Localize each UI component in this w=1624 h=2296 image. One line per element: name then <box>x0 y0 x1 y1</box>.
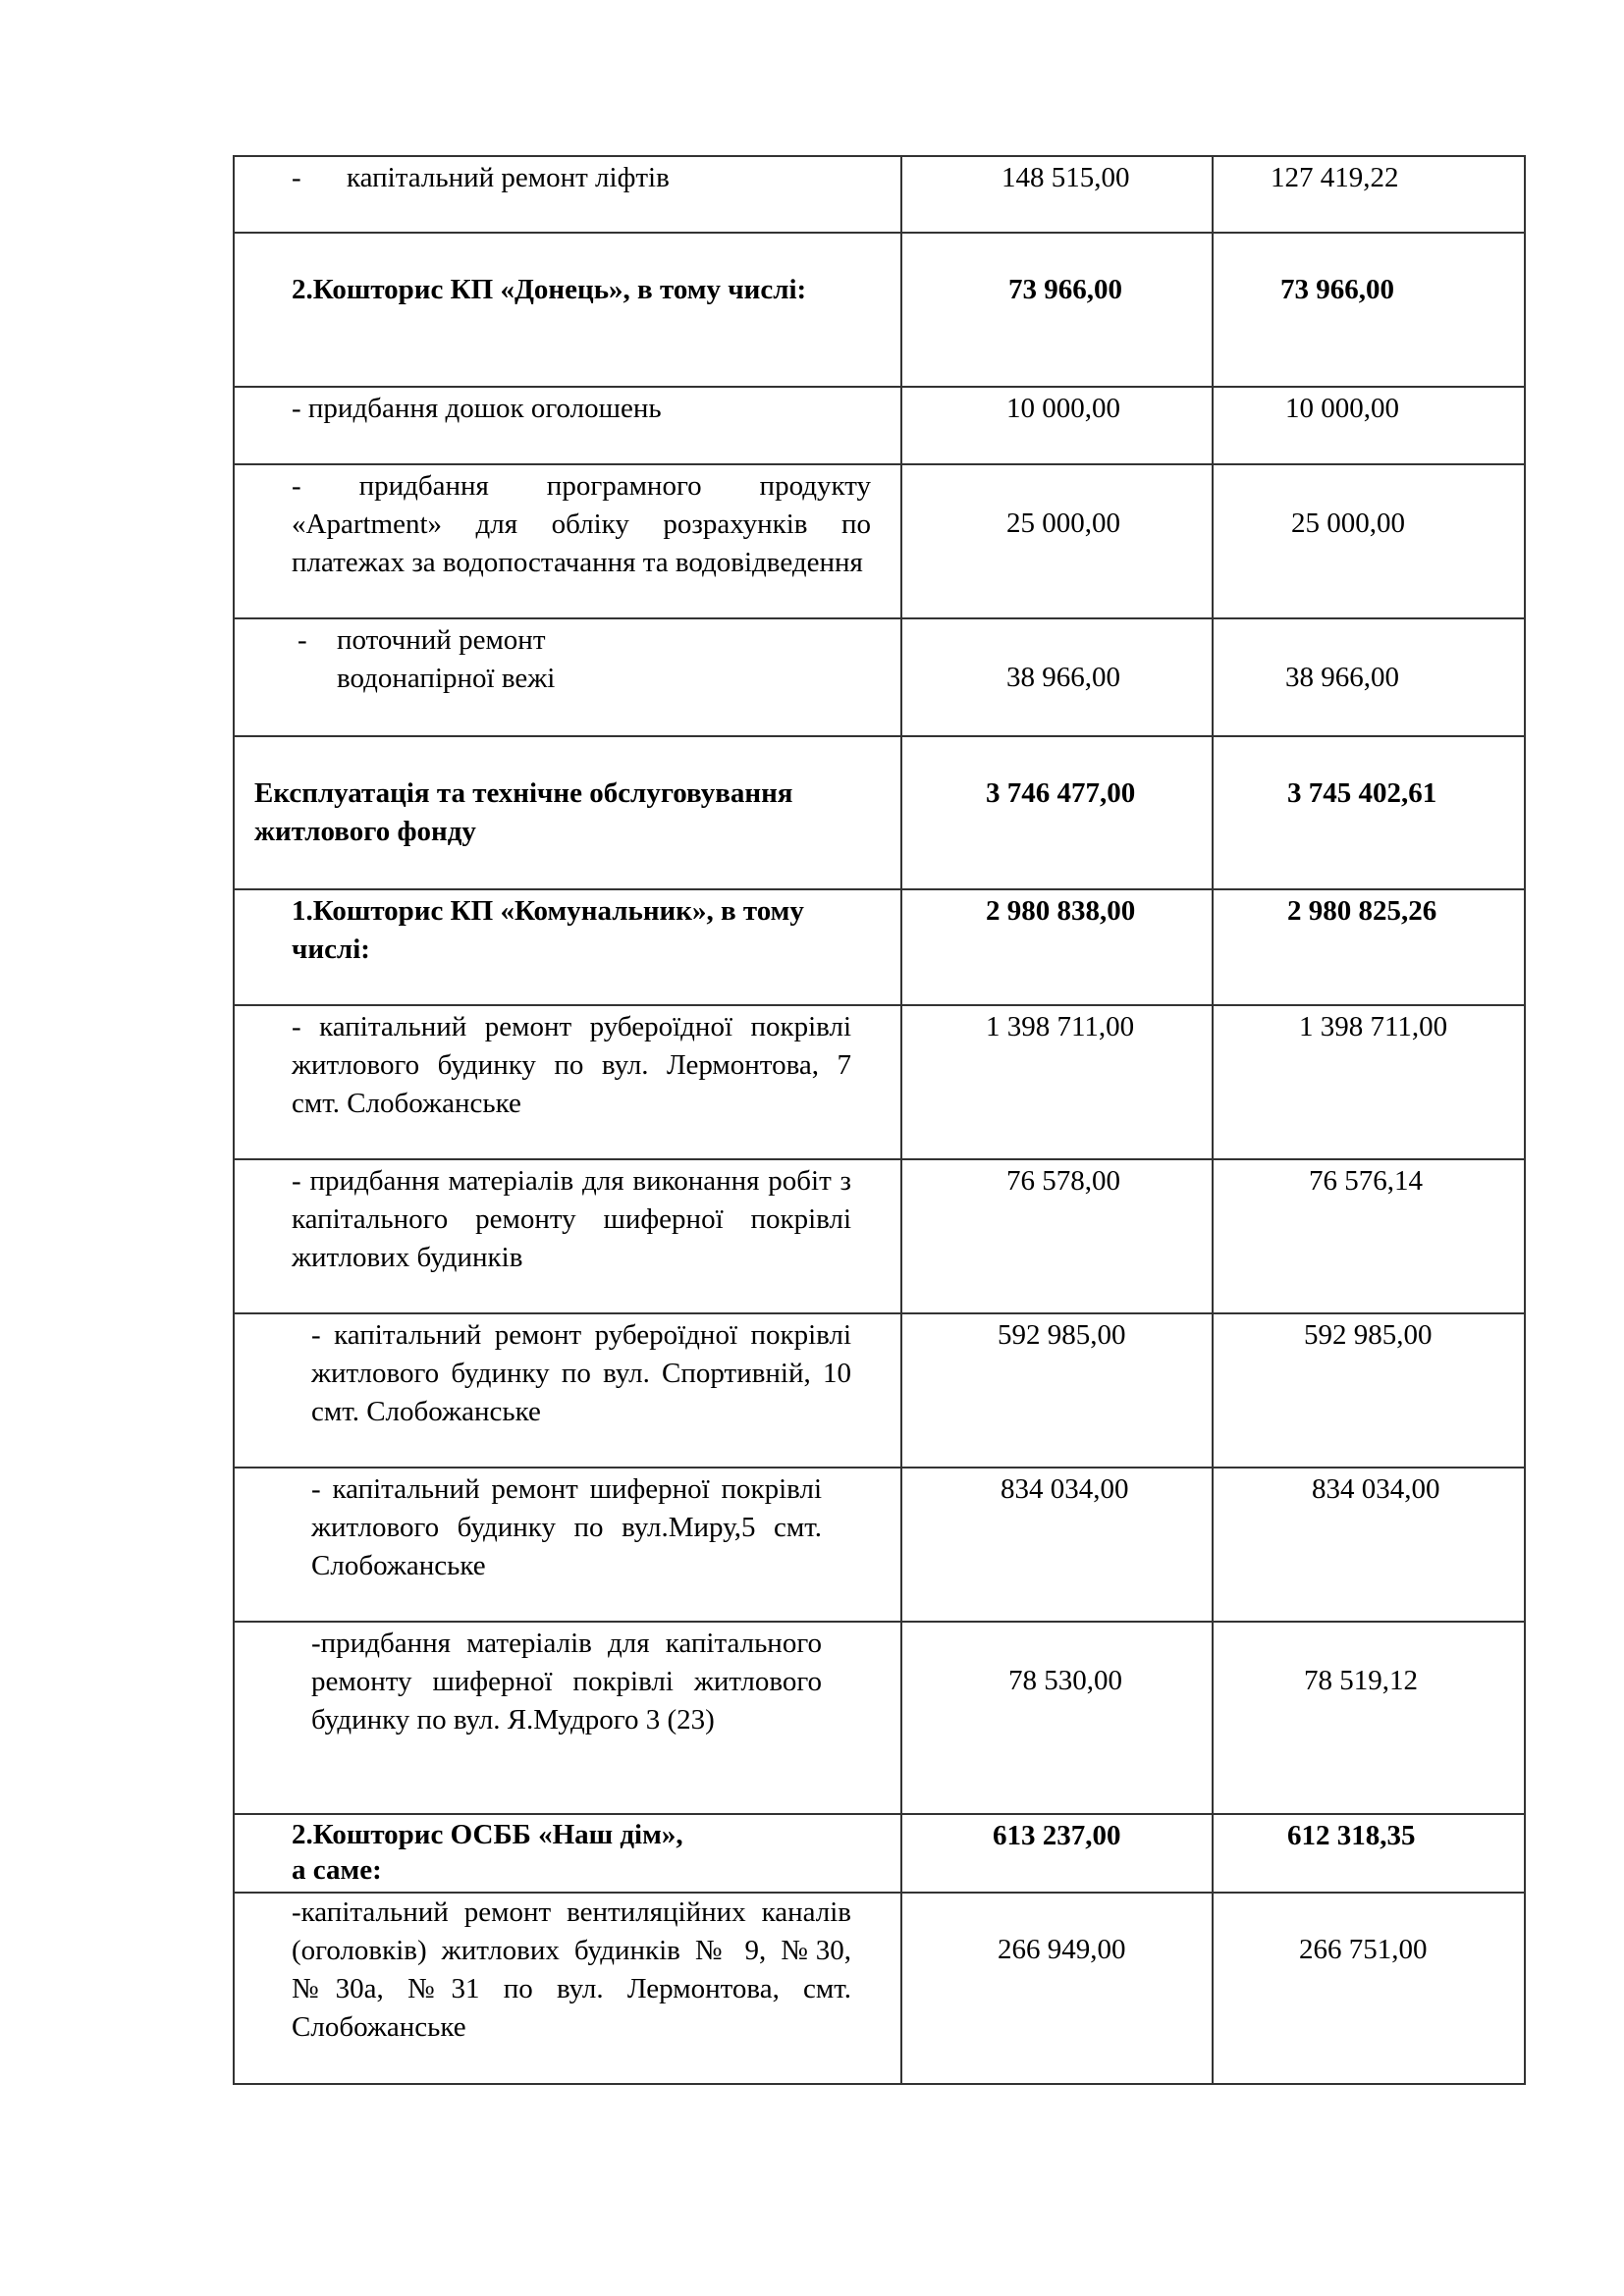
planned-amount: 2 980 838,00 <box>986 895 1136 927</box>
actual-amount: 1 398 711,00 <box>1299 1011 1448 1042</box>
actual-amount: 76 576,14 <box>1309 1165 1423 1197</box>
actual-amount-cell <box>1213 618 1525 736</box>
row-description: - капітальний ремонт руберoїдної покрівлі житлового будинку по вул. Спортивній, 10 смт. Слобожанське <box>311 1319 851 1427</box>
planned-amount-cell <box>901 1814 1213 1893</box>
planned-amount: 1 398 711,00 <box>986 1011 1135 1042</box>
planned-amount-cell <box>901 1893 1213 2084</box>
planned-amount-cell <box>901 736 1213 889</box>
actual-amount: 612 318,35 <box>1287 1820 1416 1851</box>
row-description: Експлуатація та технічне обслуговування житлового фонду <box>254 777 793 847</box>
row-description-cell <box>234 1005 901 1159</box>
row-description: капітальний ремонт ліфтів <box>347 162 670 193</box>
actual-amount-cell <box>1213 1893 1525 2084</box>
table-row <box>234 387 1525 464</box>
planned-amount: 613 237,00 <box>993 1820 1121 1851</box>
planned-amount-cell <box>901 618 1213 736</box>
actual-amount: 25 000,00 <box>1291 507 1405 539</box>
row-description: -капітальний ремонт вентиляційних каналів (оголовків) житлових будинків № 9, №30, №30а, №31 по вул. Лермонтова, смт. Слобожанське <box>292 1896 851 2043</box>
table-row <box>234 889 1525 1005</box>
actual-amount-cell <box>1213 464 1525 618</box>
table-row <box>234 156 1525 233</box>
actual-amount-cell <box>1213 156 1525 233</box>
planned-amount-cell <box>901 889 1213 1005</box>
actual-amount: 38 966,00 <box>1285 662 1399 693</box>
table-row <box>234 1159 1525 1313</box>
row-description-cell <box>234 1622 901 1814</box>
actual-amount-cell <box>1213 233 1525 387</box>
actual-amount-cell <box>1213 1313 1525 1468</box>
row-description-cell <box>234 618 901 736</box>
row-description: 2.Кошторис КП «Донець», в тому числі: <box>292 274 807 305</box>
actual-amount: 266 751,00 <box>1299 1934 1428 1965</box>
planned-amount: 38 966,00 <box>1006 662 1120 693</box>
row-description: - капітальний ремонт шиферної покрівлі житлового будинку по вул.Миру,5 смт. Слобожанське <box>311 1473 822 1581</box>
actual-amount-cell <box>1213 736 1525 889</box>
row-dash: - <box>292 162 301 193</box>
row-description-cell <box>234 1893 901 2084</box>
planned-amount: 25 000,00 <box>1006 507 1120 539</box>
table-row <box>234 233 1525 387</box>
row-description-cell <box>234 1159 901 1313</box>
row-description: поточний ремонт водонапірної вежі <box>337 624 556 694</box>
planned-amount-cell <box>901 156 1213 233</box>
table-row <box>234 1005 1525 1159</box>
table-row <box>234 464 1525 618</box>
actual-amount: 2 980 825,26 <box>1287 895 1437 927</box>
planned-amount-cell <box>901 1468 1213 1622</box>
row-description-cell <box>234 1313 901 1468</box>
table-row <box>234 1622 1525 1814</box>
row-description-cell <box>234 387 901 464</box>
planned-amount: 266 949,00 <box>998 1934 1126 1965</box>
row-description: - придбання матеріалів для виконання робіт з капітального ремонту шиферної покрівлі житлових будинків <box>292 1165 851 1273</box>
row-description-cell <box>234 156 901 233</box>
table-row <box>234 1468 1525 1622</box>
actual-amount: 73 966,00 <box>1280 274 1394 305</box>
budget-table <box>233 155 1526 2085</box>
planned-amount: 76 578,00 <box>1006 1165 1120 1197</box>
actual-amount: 3 745 402,61 <box>1287 777 1437 809</box>
planned-amount: 78 530,00 <box>1008 1665 1122 1696</box>
actual-amount-cell <box>1213 1622 1525 1814</box>
row-description-cell <box>234 1468 901 1622</box>
actual-amount-cell <box>1213 889 1525 1005</box>
row-description: 1.Кошторис КП «Комунальник», в тому числі: <box>292 895 804 965</box>
row-description-cell <box>234 889 901 1005</box>
actual-amount-cell <box>1213 1159 1525 1313</box>
planned-amount-cell <box>901 1005 1213 1159</box>
actual-amount-cell <box>1213 1814 1525 1893</box>
actual-amount: 10 000,00 <box>1285 393 1399 424</box>
actual-amount: 592 985,00 <box>1304 1319 1433 1351</box>
planned-amount: 10 000,00 <box>1006 393 1120 424</box>
actual-amount: 78 519,12 <box>1304 1665 1418 1696</box>
actual-amount-cell <box>1213 387 1525 464</box>
row-description: - придбання програмного продукту «Apartment» для обліку розрахунків по платежах за водопостачання та водовідведення <box>292 470 871 578</box>
planned-amount: 834 034,00 <box>1001 1473 1129 1505</box>
actual-amount: 127 419,22 <box>1271 162 1399 193</box>
planned-amount-cell <box>901 1622 1213 1814</box>
planned-amount: 3 746 477,00 <box>986 777 1136 809</box>
actual-amount: 834 034,00 <box>1312 1473 1440 1505</box>
table-row <box>234 618 1525 736</box>
planned-amount: 592 985,00 <box>998 1319 1126 1351</box>
table-row <box>234 1814 1525 1893</box>
table-row <box>234 1313 1525 1468</box>
row-dash: - <box>298 624 307 656</box>
row-description-cell <box>234 464 901 618</box>
planned-amount: 148 515,00 <box>1001 162 1130 193</box>
row-description-cell <box>234 233 901 387</box>
row-description: 2.Кошторис ОСББ «Наш дім», а саме: <box>292 1819 683 1886</box>
row-description: - капітальний ремонт руберoїдної покрівлі житлового будинку по вул. Лермонтова, 7 смт. Слобожанське <box>292 1011 851 1119</box>
planned-amount-cell <box>901 1159 1213 1313</box>
planned-amount-cell <box>901 464 1213 618</box>
planned-amount-cell <box>901 1313 1213 1468</box>
planned-amount-cell <box>901 233 1213 387</box>
actual-amount-cell <box>1213 1005 1525 1159</box>
row-description: - придбання дошок оголошень <box>292 393 662 424</box>
row-description-cell <box>234 1814 901 1893</box>
planned-amount-cell <box>901 387 1213 464</box>
row-description-cell <box>234 736 901 889</box>
table-row <box>234 1893 1525 2084</box>
planned-amount: 73 966,00 <box>1008 274 1122 305</box>
table-row <box>234 736 1525 889</box>
row-description: -придбання матеріалів для капітального ремонту шиферної покрівлі житлового будинку по вул. Я.Мудрого 3 (23) <box>311 1628 822 1735</box>
actual-amount-cell <box>1213 1468 1525 1622</box>
